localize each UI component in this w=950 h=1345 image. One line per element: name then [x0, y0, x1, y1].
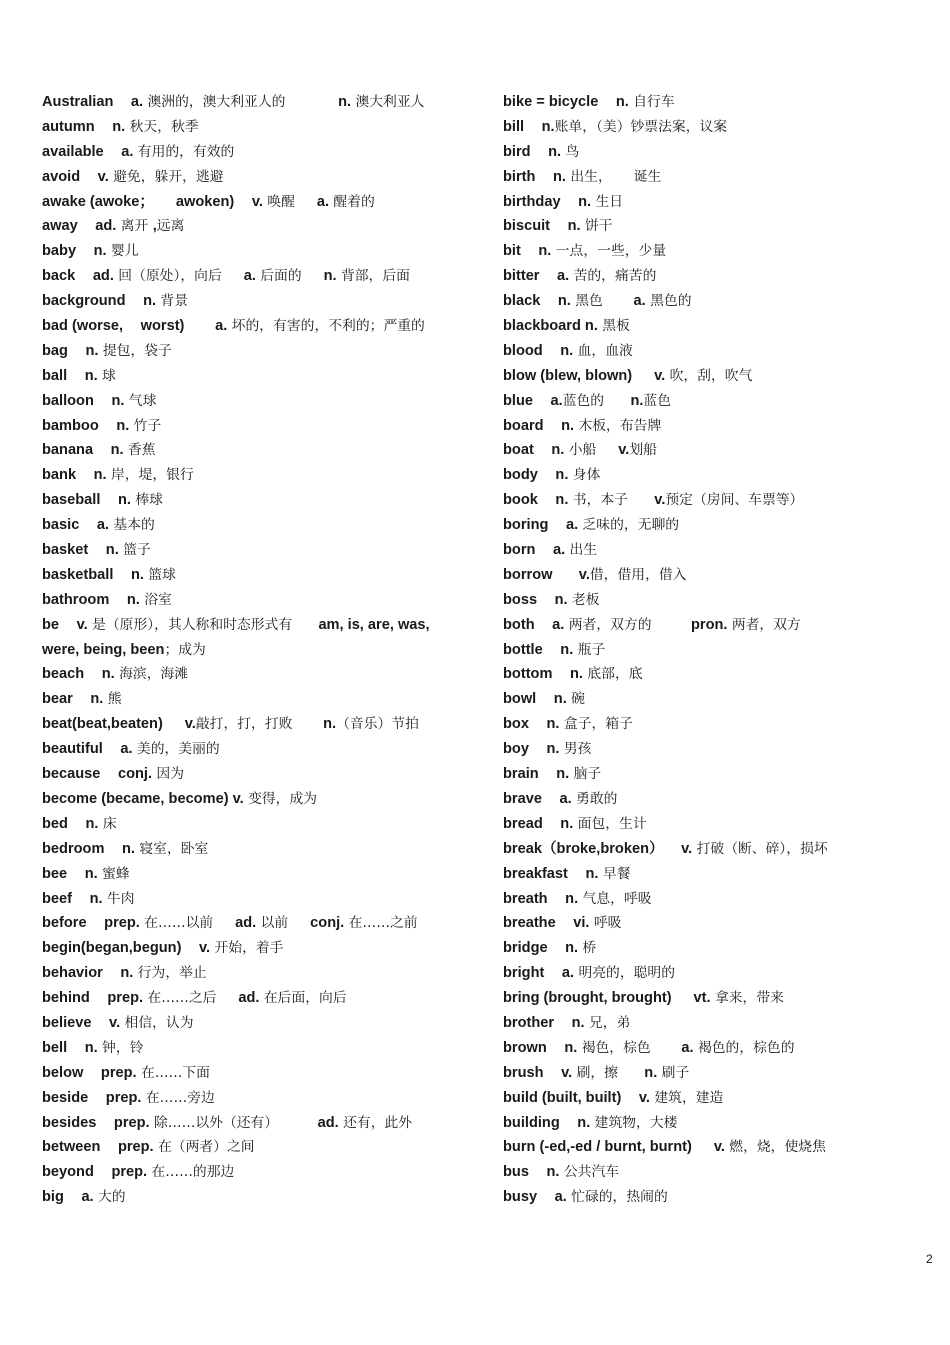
vocab-entry: breathe vi. 呼吸 — [503, 915, 622, 932]
vocab-entry: believe v. 相信，认为 — [42, 1014, 194, 1031]
vocab-entry: busy a. 忙碌的，热闹的 — [503, 1189, 668, 1206]
vocab-entry: bag n. 提包，袋子 — [42, 342, 172, 359]
vocab-entry: blood n. 血，血液 — [503, 342, 633, 359]
vocab-entry: basket n. 篮子 — [42, 542, 151, 559]
vocab-entry: before prep. 在……以前 ad. 以前 conj. 在……之前 — [42, 915, 418, 932]
vocab-entry: boring a. 乏味的，无聊的 — [503, 517, 680, 534]
vocab-entry: avoid v. 避免，躲开，逃避 — [42, 168, 224, 185]
vocab-entry: bridge n. 桥 — [503, 940, 597, 957]
vocab-entry: burn (-ed,-ed / burnt, burnt) v. 燃，烧，使烧焦 — [503, 1139, 826, 1156]
vocab-entry: brother n. 兄，弟 — [503, 1014, 631, 1031]
vocab-entry: breakfast n. 早餐 — [503, 865, 631, 882]
vocab-entry: back ad. 回（原处），向后 a. 后面的 n. 背部，后面 — [42, 268, 410, 285]
vocab-entry: ball n. 球 — [42, 367, 116, 384]
vocab-entry: blue a.蓝色的 n.蓝色 — [503, 392, 672, 409]
vocab-entry: book n. 书，本子 v.预定（房间、车票等） — [503, 492, 804, 509]
vocab-entry: biscuit n. 饼干 — [503, 218, 613, 235]
vocab-entry: build (built, built) v. 建筑，建造 — [503, 1089, 724, 1106]
vocab-entry: brush v. 刷，擦 n. 刷子 — [503, 1064, 690, 1081]
vocab-entry: brain n. 脑子 — [503, 766, 602, 783]
vocab-entry: big a. 大的 — [42, 1189, 126, 1206]
vocab-entry: bit n. 一点，一些，少量 — [503, 243, 667, 260]
vocab-entry: bread n. 面包，生计 — [503, 815, 647, 832]
vocab-entry: beef n. 牛肉 — [42, 890, 135, 907]
vocab-entry: bottom n. 底部，底 — [503, 666, 643, 683]
vocab-entry: Australian a. 澳洲的，澳大利亚人的 n. 澳大利亚人 — [42, 94, 425, 110]
vocab-entry: bus n. 公共汽车 — [503, 1164, 620, 1181]
vocab-entry: available a. 有用的，有效的 — [42, 143, 235, 160]
vocab-entry: behavior n. 行为，举止 — [42, 965, 207, 982]
vocab-entry: brave a. 勇敢的 — [503, 790, 618, 807]
vocab-entry: behind prep. 在……之后 ad. 在后面，向后 — [42, 990, 347, 1007]
vocab-entry: bright a. 明亮的，聪明的 — [503, 965, 676, 982]
vocab-entry: boat n. 小船 v.划船 — [503, 442, 657, 459]
vocab-entry: baseball n. 棒球 — [42, 492, 163, 509]
vocab-entry: bike = bicycle n. 自行车 — [503, 94, 675, 110]
vocab-entry: bottle n. 瓶子 — [503, 641, 606, 658]
vocab-entry: bird n. 鸟 — [503, 143, 580, 160]
vocab-entry: away ad. 离开 ,远离 — [42, 218, 185, 235]
vocab-entry: between prep. 在（两者）之间 — [42, 1139, 255, 1156]
vocab-entry: bad (worse, worst) a. 坏的，有害的，不利的；严重的 — [42, 318, 425, 335]
vocab-entry: become (became, become) v. 变得，成为 — [42, 790, 318, 807]
vocab-entry: beautiful a. 美的，美丽的 — [42, 741, 220, 758]
vocab-entry: bed n. 床 — [42, 815, 117, 832]
vocab-entry: birth n. 出生， 诞生 — [503, 168, 662, 185]
vocab-entry: bee n. 蜜蜂 — [42, 865, 130, 882]
vocab-entry: basketball n. 篮球 — [42, 566, 176, 583]
vocab-entry: bell n. 钟，铃 — [42, 1039, 144, 1056]
vocab-entry: brown n. 褐色，棕色 a. 褐色的，棕色的 — [503, 1039, 795, 1056]
vocab-entry: begin(began,begun) v. 开始，着手 — [42, 940, 284, 957]
vocab-entry: boy n. 男孩 — [503, 741, 592, 758]
vocab-entry: basic a. 基本的 — [42, 517, 155, 534]
vocab-entry: banana n. 香蕉 — [42, 442, 156, 459]
vocab-entry: box n. 盒子，箱子 — [503, 716, 633, 733]
vocab-entry: besides prep. 除……以外（还有） ad. 还有，此外 — [42, 1114, 413, 1131]
vocab-entry: black n. 黑色 a. 黑色的 — [503, 293, 692, 310]
vocab-entry: bring (brought, brought) vt. 拿来，带来 — [503, 990, 784, 1007]
vocab-entry: below prep. 在……下面 — [42, 1064, 210, 1081]
vocab-entry: blow (blew, blown) v. 吹，刮，吹气 — [503, 367, 753, 384]
vocab-entry: beside prep. 在……旁边 — [42, 1089, 215, 1106]
vocab-entry: awake (awoke； awoken) v. 唤醒 a. 醒着的 — [42, 193, 375, 210]
right-column — [503, 90, 933, 1210]
left-column — [42, 90, 482, 1210]
vocab-entry: baby n. 婴儿 — [42, 243, 139, 260]
vocab-entry: birthday n. 生日 — [503, 193, 624, 210]
vocab-entry: were, being, been；成为 — [42, 641, 206, 658]
vocab-entry: borrow v.借，借用，借入 — [503, 566, 687, 583]
vocab-entry: bowl n. 碗 — [503, 691, 585, 708]
vocab-entry: blackboard n. 黑板 — [503, 318, 630, 335]
vocab-entry: beat(beat,beaten) v.敲打，打，打败 n.（音乐）节拍 — [42, 716, 419, 733]
vocab-entry: beach n. 海滨，海滩 — [42, 666, 189, 683]
vocab-entry: building n. 建筑物，大楼 — [503, 1114, 678, 1131]
vocab-entry: body n. 身体 — [503, 467, 601, 484]
vocab-entry: board n. 木板，布告牌 — [503, 417, 662, 434]
vocab-entry: because conj. 因为 — [42, 766, 185, 783]
vocab-entry: both a. 两者，双方的 pron. 两者，双方 — [503, 616, 801, 633]
vocab-entry: autumn n. 秋天，秋季 — [42, 118, 199, 135]
vocab-entry: bitter a. 苦的，痛苦的 — [503, 268, 657, 285]
vocab-entry: breath n. 气息，呼吸 — [503, 890, 652, 907]
vocab-entry: beyond prep. 在……的那边 — [42, 1164, 235, 1181]
vocab-entry: bill n.账单，（美）钞票法案，议案 — [503, 118, 728, 135]
vocab-entry: bathroom n. 浴室 — [42, 591, 172, 608]
vocab-entry: bamboo n. 竹子 — [42, 417, 162, 434]
page-number: 2 — [926, 1252, 933, 1266]
vocab-entry: bear n. 熊 — [42, 691, 122, 708]
vocab-entry: background n. 背景 — [42, 293, 189, 310]
vocab-entry: be v. 是（原形），其人称和时态形式有 am, is, are, was, — [42, 616, 430, 633]
vocab-entry: boss n. 老板 — [503, 591, 600, 608]
vocab-entry: break（broke,broken） v. 打破（断、碎），损坏 — [503, 840, 828, 857]
vocab-entry: bedroom n. 寝室，卧室 — [42, 840, 209, 857]
vocab-entry: bank n. 岸，堤，银行 — [42, 467, 194, 484]
vocab-entry: born a. 出生 — [503, 542, 598, 559]
vocab-entry: balloon n. 气球 — [42, 392, 157, 409]
